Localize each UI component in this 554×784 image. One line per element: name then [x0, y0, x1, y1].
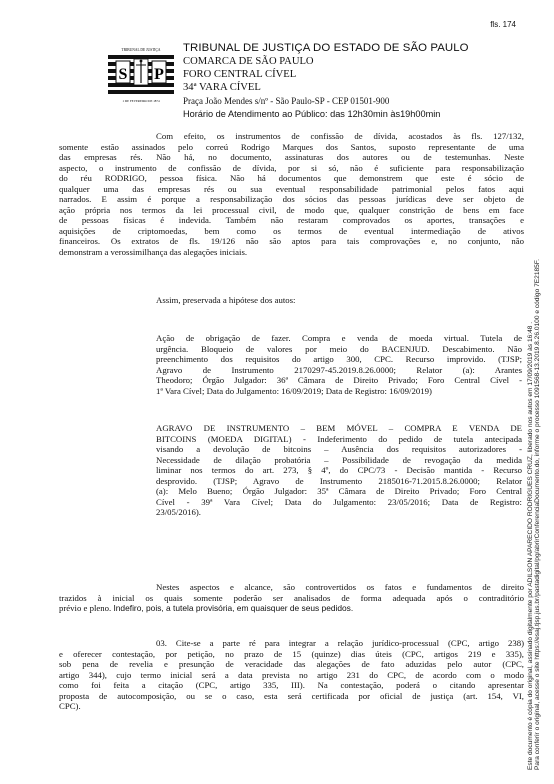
text-line: narrados. E assim é porque a responsabilização dos sócios das pessoas jurídicas deve ser objeto de: [59, 194, 524, 204]
text-line: visando a devolução de bitcoins – Ausência dos requisitos autorizadores -: [156, 444, 522, 454]
text-line: ação própria nos termos da lei processual civil, de modo que, qualquer constrição de bens em face: [59, 204, 524, 215]
public-hours: Horário de Atendimento ao Público: das 12h30min às19h00min: [183, 109, 441, 119]
page-number: fls. 174: [490, 20, 516, 29]
seal-top-text: TRIBUNAL DE JUSTIÇA: [121, 48, 161, 52]
text-line: Necessidade de dilação probatória – Possibilidade de revogação da medida: [156, 454, 522, 465]
paragraph-decision: [59, 582, 524, 614]
court-header: [183, 41, 483, 120]
decision-ruling: Indefiro, pois, a tutela provisória, em quaisquer de seus pedidos.: [113, 603, 354, 613]
text-line: como foi feita a citação (CPC, artigo 335, III). Na contestação, poderá o citando apresentar: [59, 680, 524, 690]
text-line: liminar nos termos do art. 273, § 4º, do CPC/73 - Decisão mantida - Recurso: [156, 465, 522, 475]
text-line: das empresas rés. Não há, no documento, assinaturas dos autores ou de testemunhas. Neste: [59, 152, 524, 162]
text-line: 03. Cite-se a parte ré para integrar a relação jurídico-processual (CPC, artigo 238): [156, 638, 524, 648]
text-line: trazidos à inicial os quais somente poderão ser analisados de forma adequada após o contraditório: [59, 592, 524, 603]
text-line: do réu RODRIGO, pessoa física. Não há documentos que demonstrem que este é sócio de: [59, 173, 524, 183]
text-line: artigo 344), cujo termo inicial será a data prevista no artigo 231 do CPC, de acordo com o modo: [59, 669, 524, 680]
text-line: AGRAVO DE INSTRUMENTO – BEM MÓVEL – COMPRA E VENDA DE: [156, 423, 522, 433]
text-line: Theodoro; Órgão Julgador: 36ª Câmara de Direito Privado; Foro Central Cível -: [156, 375, 522, 385]
text-line: aquisições de criptomoedas, bem como os termos de eventual intermediação de ativos: [59, 225, 524, 236]
text-line: urgência. Bloqueio de valores por meio do BACENJUD. Descabimento. Não: [156, 343, 522, 354]
text-line: Agravo de Instrumento 2170297-45.2019.8.26.0000; Relator (a): Arantes: [156, 364, 522, 375]
text-line: preenchimento dos requisitos do artigo 300, CPC. Recurso improvido. (TJSP;: [156, 354, 522, 364]
text-line: (a): Melo Bueno; Órgão Julgador: 35ª Câmara de Direito Privado; Foro Central: [156, 486, 522, 496]
paragraph-evidence-analysis: [59, 131, 524, 257]
forum-name: FORO CENTRAL CÍVEL: [183, 69, 297, 80]
text-line: BITCOINS (MOEDA DIGITAL) - Indeferimento do pedido de tutela antecipada: [156, 433, 522, 444]
seal-left-letter: S: [118, 66, 128, 83]
verification-line: Para conferir o original, acesse o site https://esaj.tjsp.jus.br/pastadigital/pg/abrirConferenciaDocumento.do, informe o processo 1091568-13.2019.8.26.0100 e código 7E2185F.: [534, 259, 542, 770]
text-line: e oferecer contestação, por petição, no prazo de 15 (quinze) dias úteis (CPC, artigos 219 e 335),: [59, 648, 524, 659]
text-line: Cível - 39ª Vara Cível; Data do Julgamento: 23/05/2016; Data de Registro:: [156, 496, 522, 507]
text-line: Com efeito, os instrumentos de confissão de dívida, acostados às fls. 127/132,: [156, 131, 524, 141]
text-line: proposta de autocomposição, ou se o caso, esta será certificada por oficial de justiça (art. 154, VI,: [59, 690, 524, 701]
text-segment: prévio e pleno.: [59, 603, 114, 613]
seal-right-letter: P: [154, 66, 164, 83]
signature-line: Este documento é cópia do original, assinado digitalmente por ADILSON APARECIDO RODRIGUES CRUZ, liberado nos autos em 17/09/2019 às 16:48 .: [527, 321, 534, 770]
paragraph-preserved-hypothesis: [156, 295, 456, 306]
text-line: aspecto, o instrumento de confissão de dívida, por si só, não é suficiente para responsabilização: [59, 162, 524, 173]
text-line: sob pena de revelia e presunção de veracidade das alegações de fato aduzidas pelo autor (CPC,: [59, 659, 524, 669]
court-seal-logo: [106, 46, 176, 106]
text-line: somente estão assinados pelo correú Rodrigo Marques dos Santos, suposto representante de uma: [59, 141, 524, 152]
text-line: CPC).: [59, 701, 81, 711]
text-line: qualquer uma das empresas rés ou sua eventual responsabilidade patrimonial pelos fatos aqui: [59, 183, 524, 194]
quote-jurisprudence-1: [156, 333, 522, 396]
text-line: 23/05/2016).: [156, 507, 201, 517]
text-line: [59, 603, 524, 614]
text-line: 1ª Vara Cível; Data do Julgamento: 16/09/2019; Data de Registro: 16/09/2019): [156, 385, 432, 396]
quote-jurisprudence-2: [156, 423, 522, 518]
district-name: COMARCA DE SÃO PAULO: [183, 56, 314, 67]
text-line: demonstram a verossimilhança das alegações iniciais.: [59, 246, 248, 257]
text-line: financeiros. Os extratos de fls. 19/126 não são aptos para tais comprovações e, no conjunto, não: [59, 236, 524, 246]
court-section: 34ª VARA CÍVEL: [183, 82, 261, 93]
text-line: de pessoas físicas é indevida. Também não restaram comprovados os aportes, transações e: [59, 215, 524, 225]
text-line: Assim, preservada a hipótese dos autos:: [156, 295, 296, 305]
digital-signature-note: [527, 130, 542, 770]
text-line: Ação de obrigação de fazer. Compra e venda de moeda virtual. Tutela de: [156, 333, 522, 343]
seal-bottom-text: 1 DE FEVEREIRO DE 1874: [122, 99, 160, 103]
text-line: desprovido. (TJSP; Agravo de Instrumento 2185016-71.2015.8.26.0000; Relator: [156, 475, 522, 486]
text-line: Nestes aspectos e alcance, são controvertidos os fatos e fundamentos de direito: [156, 582, 524, 592]
court-name: TRIBUNAL DE JUSTIÇA DO ESTADO DE SÃO PAULO: [183, 42, 469, 54]
paragraph-citation-order: [59, 638, 524, 712]
court-address: Praça João Mendes s/nº - São Paulo-SP - CEP 01501-900: [183, 96, 390, 106]
